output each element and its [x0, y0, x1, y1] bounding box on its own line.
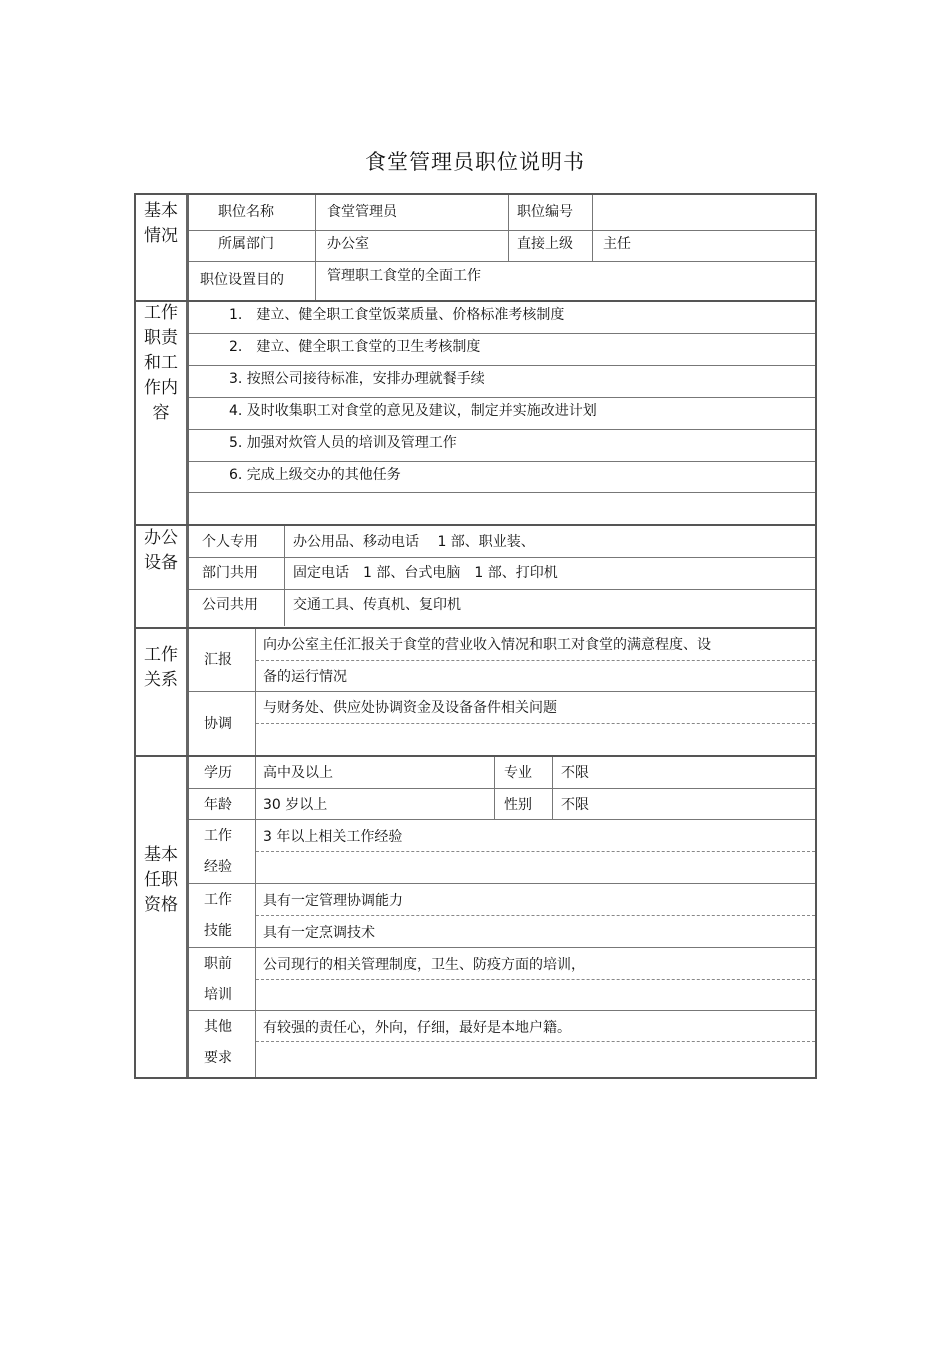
- row-divider: [189, 788, 815, 789]
- row-divider: [189, 947, 815, 948]
- section-column-divider: [186, 195, 189, 1077]
- duty-item-1: 1. 建立、健全职工食堂饭菜质量、价格标准考核制度: [229, 307, 565, 323]
- document-title: 食堂管理员职位说明书: [365, 150, 585, 174]
- duty-item-4: 4. 及时收集职工对食堂的意见及建议，制定并实施改进计划: [229, 403, 597, 419]
- row-divider: [189, 883, 815, 884]
- col-divider: [255, 757, 256, 1077]
- superior-value: 主任: [603, 236, 631, 252]
- position-name-value: 食堂管理员: [327, 204, 397, 220]
- col-divider: [315, 261, 316, 301]
- report-line-2: 备的运行情况: [263, 669, 347, 685]
- experience-label: 工作经验: [204, 828, 232, 875]
- department-label: 所属部门: [218, 236, 274, 252]
- gender-label: 性别: [504, 797, 532, 813]
- row-divider: [189, 365, 815, 366]
- dashed-divider: [256, 851, 815, 852]
- major-label: 专业: [504, 765, 532, 781]
- age-label: 年龄: [204, 797, 232, 813]
- row-divider: [189, 492, 815, 493]
- duty-item-2: 2. 建立、健全职工食堂的卫生考核制度: [229, 339, 481, 355]
- education-label: 学历: [204, 765, 232, 781]
- section-label-duties: 工作职责和工作内容: [144, 303, 178, 423]
- other-requirements-line-1: 有较强的责任心，外向，仔细，最好是本地户籍。: [263, 1020, 571, 1036]
- gender-value: 不限: [561, 797, 589, 813]
- skills-line-2: 具有一定烹调技术: [263, 925, 375, 941]
- col-divider: [508, 195, 509, 261]
- duty-item-3: 3. 按照公司接待标准，安排办理就餐手续: [229, 371, 485, 387]
- dashed-divider: [256, 723, 815, 724]
- row-divider: [189, 333, 815, 334]
- other-requirements-label: 其他要求: [204, 1019, 232, 1066]
- report-line-1: 向办公室主任汇报关于食堂的营业收入情况和职工对食堂的满意程度、设: [263, 637, 711, 653]
- col-divider: [284, 526, 285, 626]
- dashed-divider: [256, 660, 815, 661]
- section-label-basic: 基本情况: [144, 201, 178, 246]
- row-divider: [189, 691, 815, 692]
- row-divider: [189, 230, 815, 231]
- row-divider: [189, 397, 815, 398]
- row-divider: [189, 429, 815, 430]
- superior-label: 直接上级: [517, 236, 573, 252]
- equipment-personal-value: 办公用品、移动电话 1 部、职业装、: [293, 534, 535, 550]
- dashed-divider: [256, 979, 815, 980]
- equipment-personal-label: 个人专用: [202, 534, 258, 550]
- section-label-relations: 工作关系: [144, 645, 178, 690]
- row-divider: [189, 589, 815, 590]
- col-divider: [592, 195, 593, 261]
- row-divider: [189, 461, 815, 462]
- dashed-divider: [256, 1041, 815, 1042]
- department-value: 办公室: [327, 236, 369, 252]
- section-divider: [136, 300, 815, 302]
- col-divider: [315, 195, 316, 261]
- equipment-company-value: 交通工具、传真机、复印机: [293, 597, 461, 613]
- row-divider: [189, 261, 815, 262]
- section-label-qualifications: 基本任职资格: [144, 845, 178, 915]
- dashed-divider: [256, 915, 815, 916]
- equipment-department-value: 固定电话 1 部、台式电脑 1 部、打印机: [293, 565, 558, 581]
- experience-line-1: 3 年以上相关工作经验: [263, 829, 403, 845]
- major-value: 不限: [561, 765, 589, 781]
- coordinate-line-1: 与财务处、供应处协调资金及设备备件相关问题: [263, 700, 557, 716]
- section-divider: [136, 524, 815, 526]
- duty-item-6: 6. 完成上级交办的其他任务: [229, 467, 401, 483]
- equipment-department-label: 部门共用: [202, 565, 258, 581]
- duty-item-5: 5. 加强对炊管人员的培训及管理工作: [229, 435, 457, 451]
- section-label-equipment: 办公设备: [144, 528, 178, 573]
- education-value: 高中及以上: [263, 765, 333, 781]
- section-divider: [136, 627, 815, 629]
- row-divider: [189, 1010, 815, 1011]
- purpose-value: 管理职工食堂的全面工作: [327, 268, 481, 284]
- training-label: 职前培训: [204, 956, 232, 1003]
- col-divider: [255, 629, 256, 755]
- purpose-label: 职位设置目的: [200, 272, 284, 288]
- age-value: 30 岁以上: [263, 797, 328, 813]
- section-divider: [136, 755, 815, 757]
- training-line-1: 公司现行的相关管理制度，卫生、防疫方面的培训，: [263, 957, 585, 973]
- report-label: 汇报: [204, 652, 232, 668]
- skills-label: 工作技能: [204, 892, 232, 939]
- skills-line-1: 具有一定管理协调能力: [263, 893, 403, 909]
- job-description-form: [134, 193, 817, 1079]
- equipment-company-label: 公司共用: [202, 597, 258, 613]
- position-name-label: 职位名称: [218, 204, 274, 220]
- coordinate-label: 协调: [204, 716, 232, 732]
- position-code-label: 职位编号: [517, 204, 573, 220]
- row-divider: [189, 819, 815, 820]
- row-divider: [189, 557, 815, 558]
